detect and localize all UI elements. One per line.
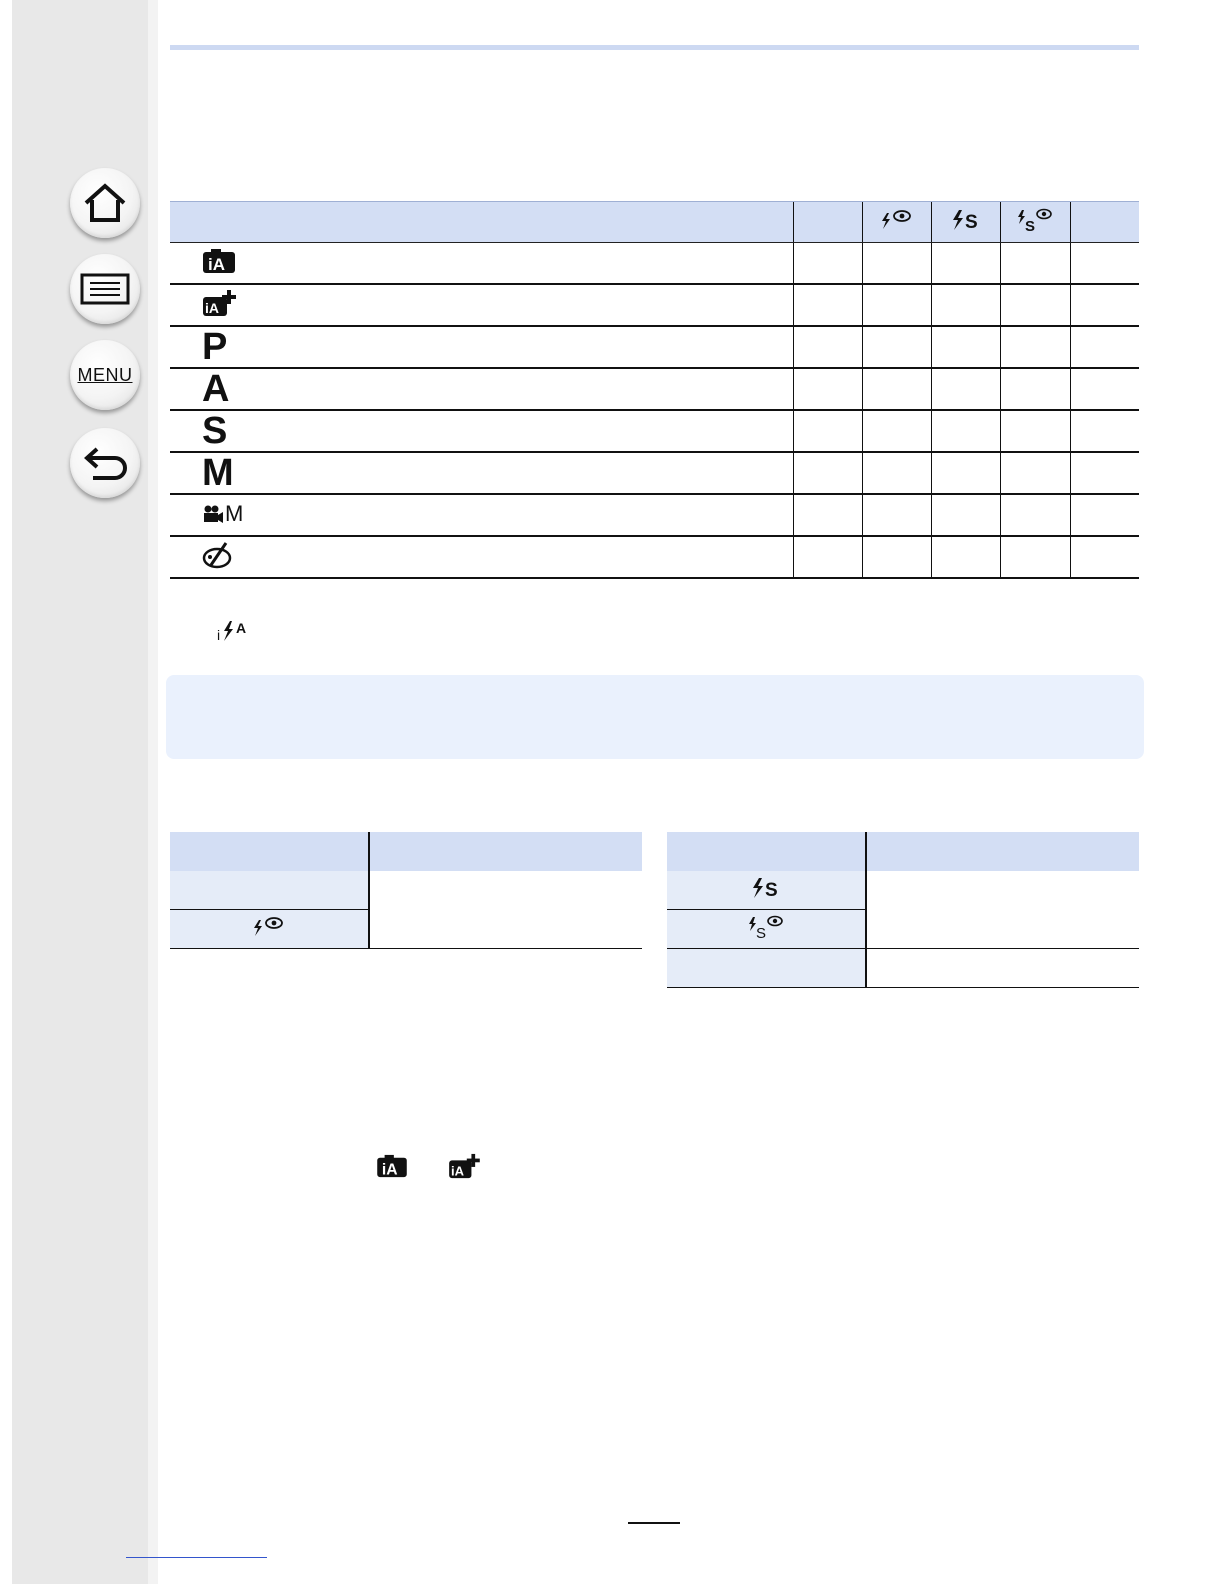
cell (1070, 326, 1139, 368)
flash-header-slowsync-redeye (1000, 202, 1070, 243)
right-map-value (866, 871, 1139, 949)
intelligent-auto-icon (202, 248, 236, 274)
mode-cell (170, 410, 793, 452)
cell (931, 368, 1000, 410)
menu-button[interactable] (70, 340, 140, 410)
cell (1000, 494, 1070, 536)
flash-header-1 (793, 202, 862, 243)
left-map-key (170, 910, 369, 949)
mode-cell (170, 368, 793, 410)
left-map-value (369, 871, 642, 949)
flash-header-redeye (862, 202, 931, 243)
cell (1070, 410, 1139, 452)
mode-flash-table (170, 201, 1139, 579)
mode-p-label: P (202, 326, 228, 368)
movie-camera-icon (202, 504, 224, 524)
cell (1070, 494, 1139, 536)
inline-mode-icons (376, 1153, 480, 1179)
flash-slowsync-redeye-icon (747, 913, 785, 941)
table-row (170, 494, 1139, 536)
cell (1000, 284, 1070, 326)
intelligent-auto-icon (376, 1154, 408, 1178)
intelligent-auto-plus-icon (448, 1153, 480, 1179)
left-flash-map-table (170, 832, 642, 949)
table-row (170, 368, 1139, 410)
left-map-header-2 (369, 832, 642, 871)
note-box (166, 675, 1144, 759)
cell (862, 326, 931, 368)
cell (931, 284, 1000, 326)
home-button[interactable] (70, 168, 140, 238)
cell (1070, 284, 1139, 326)
table-row (170, 243, 1139, 285)
right-map-value (866, 949, 1139, 988)
right-map-header-1 (667, 832, 866, 871)
back-arrow-icon (81, 443, 129, 483)
mode-cell (170, 326, 793, 368)
svg-text:i: i (217, 627, 221, 643)
home-icon (82, 183, 128, 223)
flash-header-off (1070, 202, 1139, 243)
table-row (170, 410, 1139, 452)
sidebar-edge (148, 0, 158, 1584)
table-row (170, 871, 642, 910)
svg-text:A: A (236, 620, 247, 636)
svg-text:iA: iA (381, 1161, 398, 1178)
cell (1000, 410, 1070, 452)
flash-slowsync-icon (751, 875, 781, 901)
creative-video-m-label: M (225, 501, 244, 526)
cell (862, 494, 931, 536)
mode-s-label: S (202, 410, 228, 452)
cell (931, 410, 1000, 452)
page-number-rule (628, 1522, 680, 1524)
cell (1000, 243, 1070, 285)
mode-cell (170, 452, 793, 494)
mode-m-label: M (202, 452, 234, 494)
cell (793, 326, 862, 368)
cell (793, 243, 862, 285)
mode-header (170, 202, 793, 243)
list-icon (80, 273, 130, 305)
svg-text:iA: iA (208, 254, 225, 274)
cell (793, 284, 862, 326)
cell (793, 536, 862, 578)
cell (1000, 452, 1070, 494)
mode-cell (170, 284, 793, 326)
table-header-row (170, 202, 1139, 243)
table-row (170, 536, 1139, 578)
cell (862, 243, 931, 285)
svg-text:S: S (964, 211, 978, 233)
sidebar (12, 0, 148, 1584)
intelligent-auto-plus-icon (202, 289, 236, 317)
cell (862, 284, 931, 326)
flash-redeye-icon (880, 207, 914, 233)
table-row (170, 284, 1139, 326)
svg-text:iA: iA (205, 299, 219, 316)
cell (793, 410, 862, 452)
cell (931, 536, 1000, 578)
cell (1000, 326, 1070, 368)
svg-text:S: S (1025, 217, 1036, 234)
menu-label: MENU (77, 364, 133, 385)
back-button[interactable] (70, 428, 140, 498)
cell (1070, 368, 1139, 410)
table-row (170, 326, 1139, 368)
top-rule (170, 45, 1139, 50)
cell (1000, 536, 1070, 578)
table-row (667, 871, 1139, 910)
table-row (170, 452, 1139, 494)
cell (862, 536, 931, 578)
cell (793, 494, 862, 536)
contents-button[interactable] (70, 254, 140, 324)
table-row (667, 949, 1139, 988)
mode-a-label: A (202, 368, 230, 410)
creative-control-icon (202, 540, 234, 570)
cell (1070, 243, 1139, 285)
mode-cell (170, 243, 793, 285)
flash-redeye-icon (252, 914, 286, 940)
cell (862, 368, 931, 410)
cell (862, 410, 931, 452)
right-map-key (667, 871, 866, 910)
creative-video-mode (202, 501, 243, 527)
mode-cell (170, 494, 793, 536)
mode-cell (170, 536, 793, 578)
svg-text:iA: iA (451, 1163, 464, 1179)
cell (931, 452, 1000, 494)
right-map-key (667, 949, 866, 988)
table-header-row (667, 832, 1139, 871)
cell (793, 452, 862, 494)
flash-header-slowsync (931, 202, 1000, 243)
right-flash-map-table (667, 832, 1139, 988)
cell (793, 368, 862, 410)
right-map-key (667, 910, 866, 949)
cell (1000, 368, 1070, 410)
cell (931, 243, 1000, 285)
bottom-link-underline[interactable] (126, 1557, 267, 1558)
cell (931, 326, 1000, 368)
table-header-row (170, 832, 642, 871)
flash-slowsync-redeye-icon (1016, 206, 1054, 234)
flash-slowsync-icon (951, 207, 981, 233)
cell (862, 452, 931, 494)
svg-text:S: S (756, 924, 767, 941)
cell (1070, 536, 1139, 578)
auto-flash-note (216, 618, 250, 649)
svg-text:S: S (765, 879, 778, 901)
left-map-key (170, 871, 369, 910)
right-map-header-2 (866, 832, 1139, 871)
auto-flash-icon (216, 618, 250, 644)
cell (1070, 452, 1139, 494)
cell (931, 494, 1000, 536)
left-map-header-1 (170, 832, 369, 871)
